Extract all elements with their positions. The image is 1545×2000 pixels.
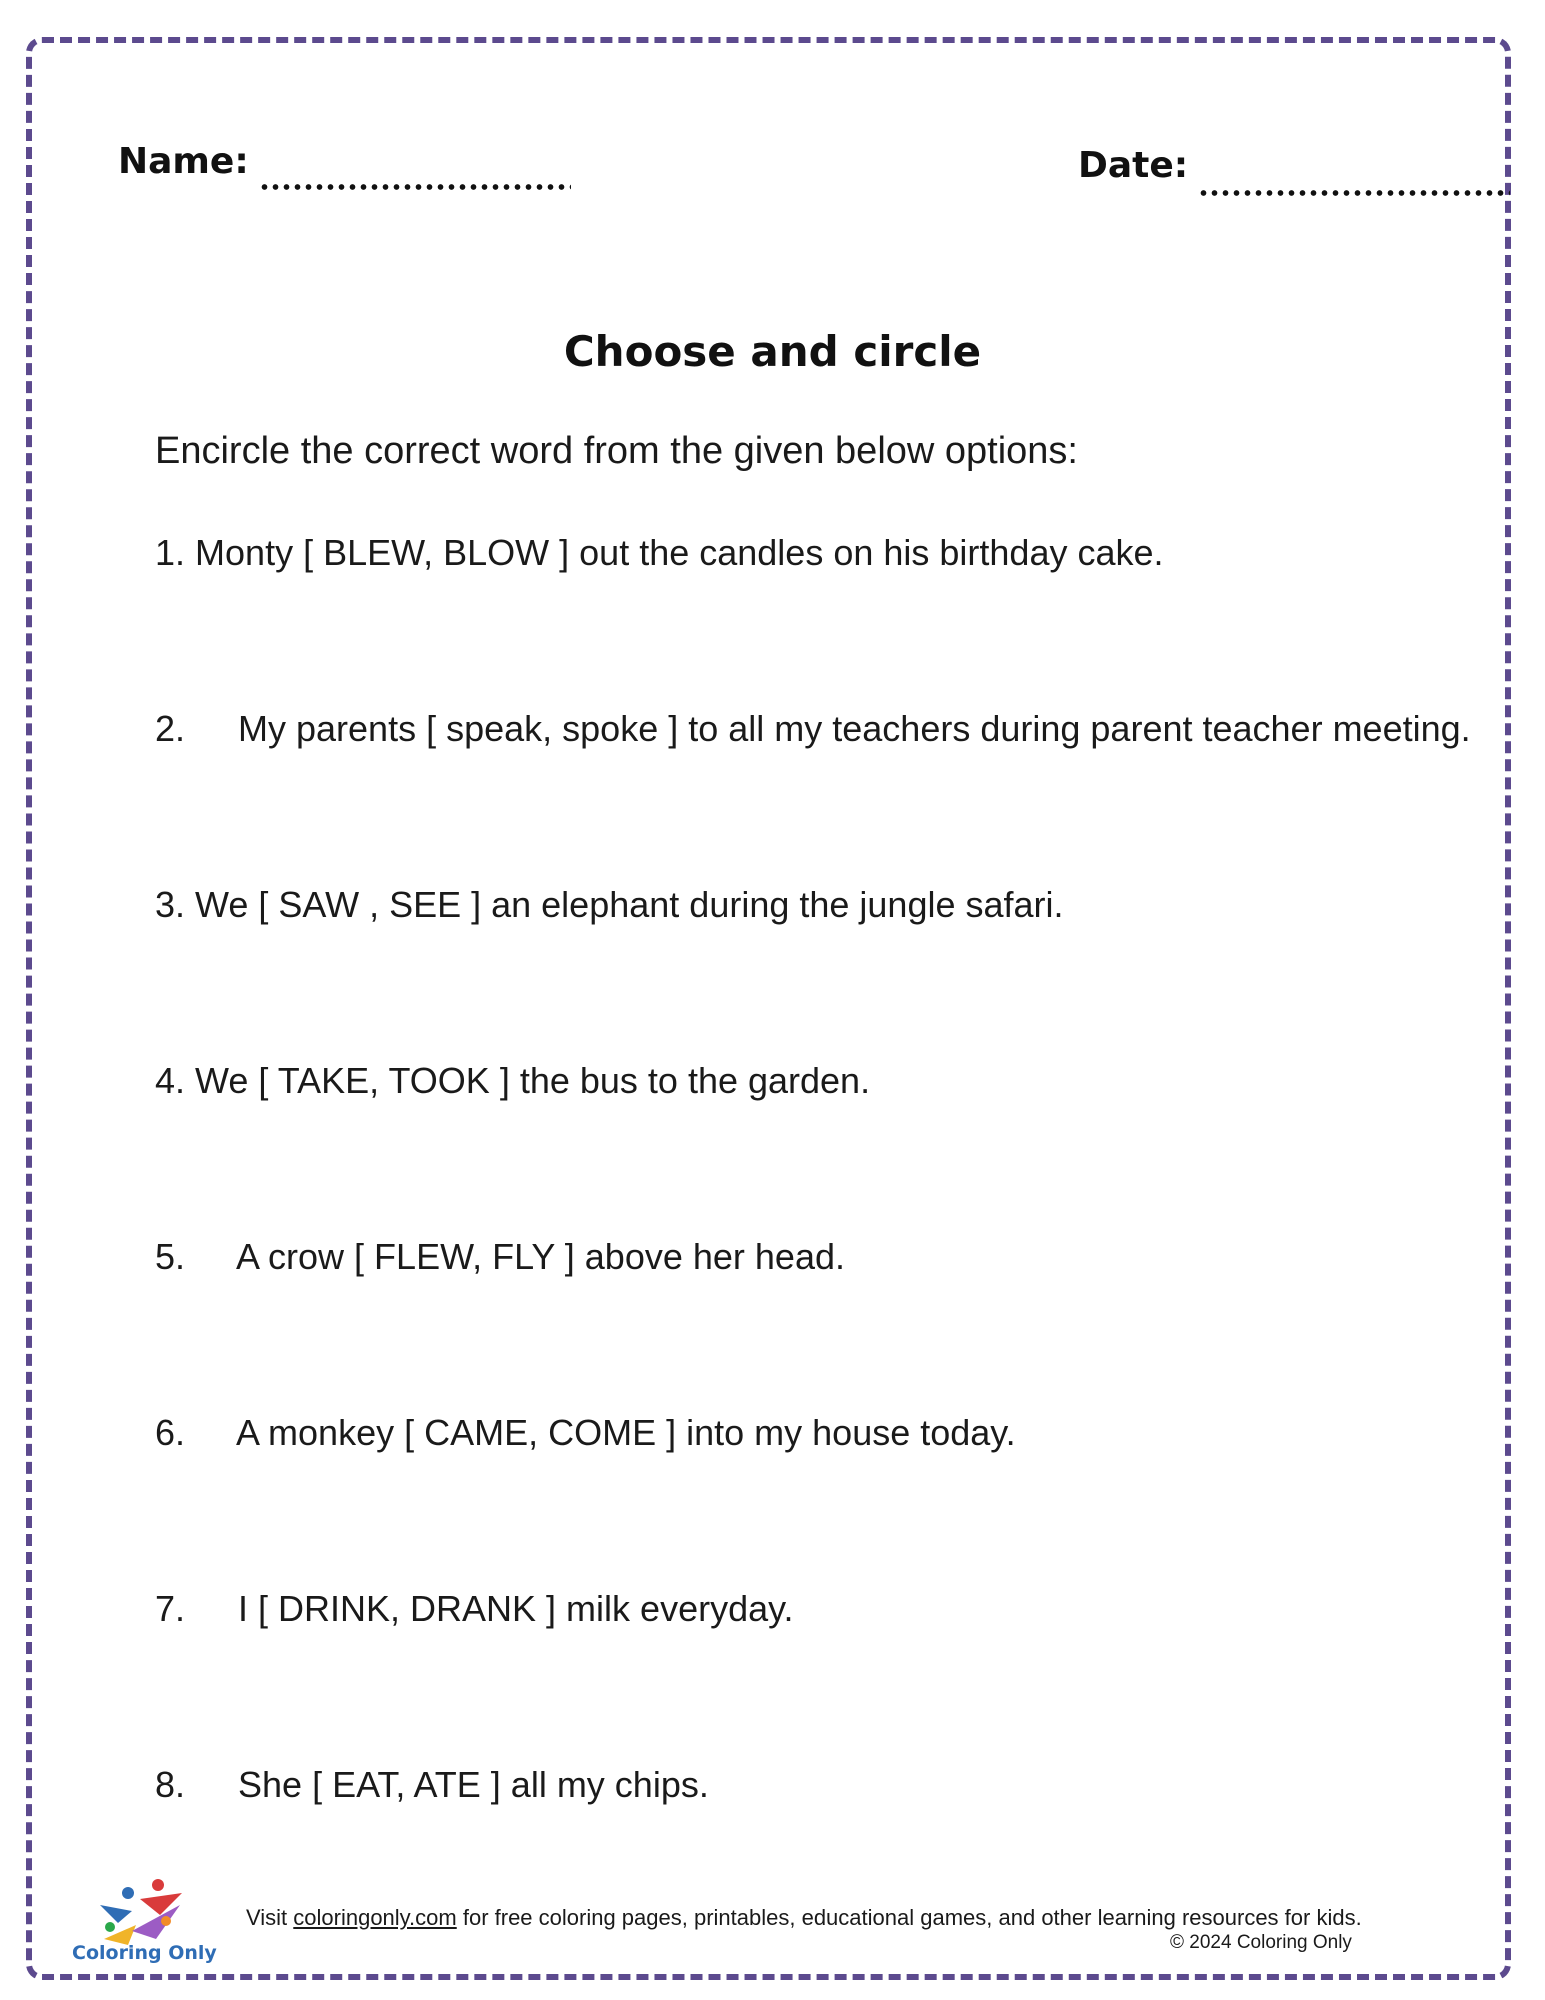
question-text: We [ TAKE, TOOK ] the bus to the garden. [195, 1060, 871, 1101]
question-4 [155, 1060, 870, 1102]
question-number: 1. [155, 532, 186, 573]
worksheet-title: Choose and circle [563, 327, 982, 376]
date-field [1078, 144, 1510, 188]
footer-visit-suffix: for free coloring pages, printables, educational games, and other learning resources for kids. [456, 1905, 1362, 1930]
question-number: 8. [155, 1764, 186, 1805]
name-field [118, 140, 571, 184]
footer-visit-prefix: Visit [246, 1905, 294, 1930]
question-text: Monty [ BLEW, BLOW ] out the candles on his birthday cake. [195, 532, 1164, 573]
footer-promo-text [246, 1902, 1426, 1933]
question-8 [155, 1764, 709, 1806]
question-number: 2. [155, 708, 186, 749]
logo-figures [100, 1879, 182, 1945]
question-text: I [ DRINK, DRANK ] milk everyday. [238, 1588, 794, 1629]
question-text: She [ EAT, ATE ] all my chips. [238, 1764, 709, 1805]
question-text: A monkey [ CAME, COME ] into my house today. [236, 1412, 1016, 1453]
instructions: Encircle the correct word from the given below options: [155, 430, 1078, 472]
question-number: 4. [155, 1060, 186, 1101]
question-number: 5. [155, 1236, 186, 1277]
date-label: Date: [1078, 145, 1189, 186]
date-blank-line [1198, 190, 1510, 196]
question-7 [155, 1588, 793, 1630]
question-number: 7. [155, 1588, 186, 1629]
coloringonly-link[interactable]: coloringonly.com [293, 1905, 457, 1930]
question-text: A crow [ FLEW, FLY ] above her head. [236, 1236, 845, 1277]
logo-text: Coloring Only [72, 1942, 217, 1964]
name-label: Name: [118, 141, 249, 182]
question-6 [155, 1412, 1016, 1454]
name-blank-line [259, 184, 571, 190]
question-number: 6. [155, 1412, 186, 1453]
question-text: We [ SAW , SEE ] an elephant during the jungle safari. [195, 884, 1064, 925]
question-number: 3. [155, 884, 186, 925]
question-text: My parents [ speak, spoke ] to all my teachers during parent teacher meeting. [238, 708, 1471, 749]
question-3 [155, 884, 1064, 926]
question-5 [155, 1236, 845, 1278]
copyright-notice: © 2024 Coloring Only [1170, 1932, 1352, 1953]
question-2 [155, 708, 1471, 750]
question-1 [155, 532, 1164, 574]
